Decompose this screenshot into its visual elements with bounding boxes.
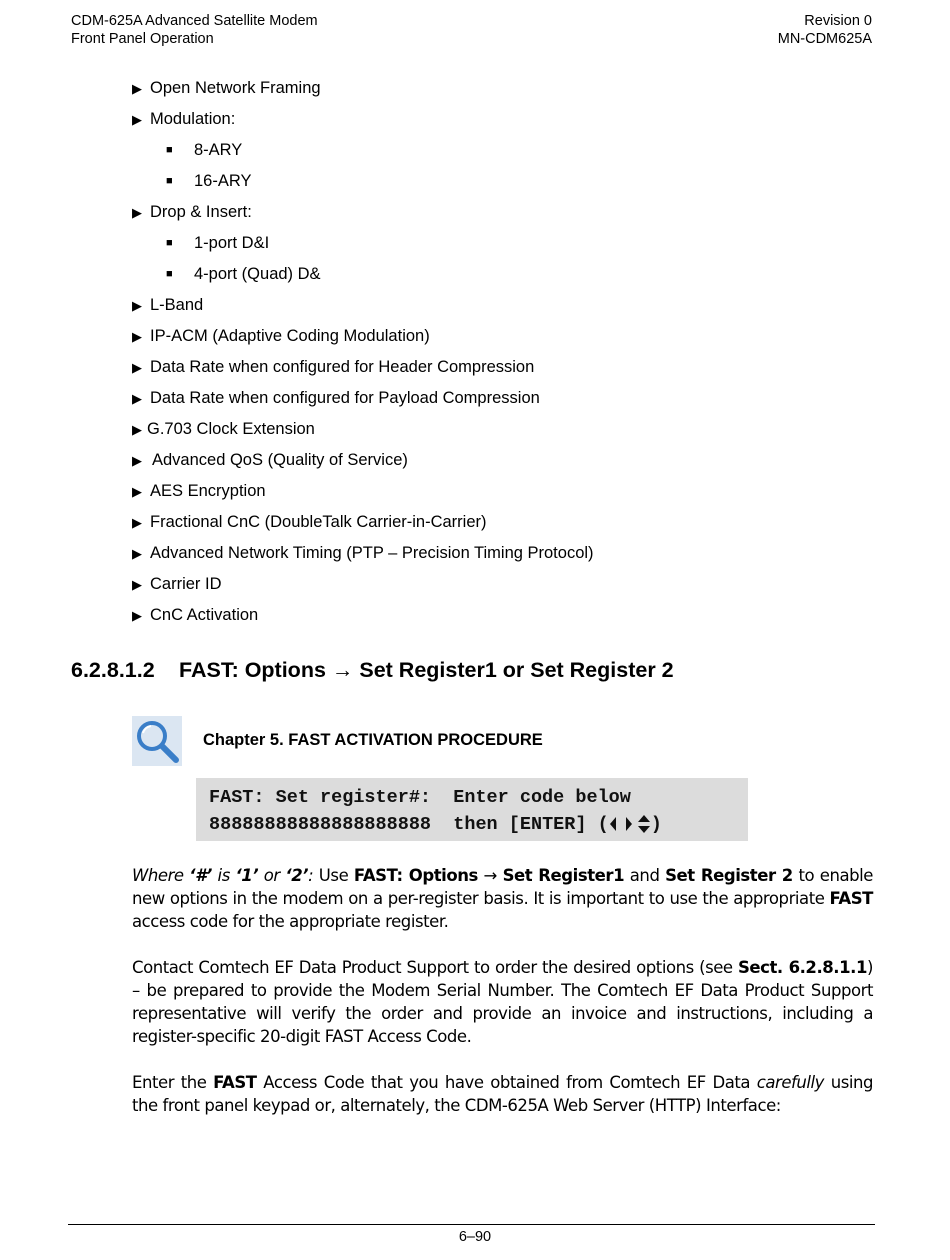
section-heading bbox=[71, 658, 871, 683]
triangle-bullet-icon: ▶ bbox=[132, 484, 142, 499]
section-title: FAST: Options → Set Register1 or Set Register 2 bbox=[179, 658, 674, 682]
list-item: ▶ Drop & Insert: bbox=[132, 203, 252, 221]
triangle-bullet-icon: ▶ bbox=[132, 112, 142, 127]
chapter-reference: Chapter 5. FAST ACTIVATION PROCEDURE bbox=[203, 731, 543, 749]
sub-list-item: ■ 1-port D&I bbox=[166, 234, 270, 252]
list-item: ▶ CnC Activation bbox=[132, 606, 259, 624]
arrow-keys-icon bbox=[609, 814, 651, 834]
square-bullet-icon: ■ bbox=[166, 144, 173, 156]
lcd-display bbox=[196, 778, 748, 841]
lcd-code: 88888888888888888888 bbox=[209, 814, 432, 835]
list-item: ▶ AES Encryption bbox=[132, 482, 266, 500]
square-bullet-icon: ■ bbox=[166, 268, 173, 280]
triangle-bullet-icon: ▶ bbox=[132, 608, 142, 623]
footer-divider bbox=[68, 1224, 875, 1225]
lcd-line-2 bbox=[209, 811, 748, 838]
list-item: ▶ L-Band bbox=[132, 296, 204, 314]
triangle-bullet-icon: ▶ bbox=[132, 360, 142, 375]
document-subtitle: Front Panel Operation bbox=[71, 31, 214, 47]
triangle-bullet-icon: ▶ bbox=[132, 453, 142, 468]
section-link: Sect. 6.2.8.1.1 bbox=[737, 958, 867, 977]
list-item: ▶ G.703 Clock Extension bbox=[132, 420, 315, 438]
triangle-bullet-icon: ▶ bbox=[132, 391, 142, 406]
running-header-left bbox=[71, 12, 318, 48]
sub-list-item: ■ 8-ARY bbox=[166, 141, 243, 159]
triangle-bullet-icon: ▶ bbox=[132, 515, 142, 530]
sub-list-item: ■ 16-ARY bbox=[166, 172, 252, 190]
triangle-bullet-icon: ▶ bbox=[132, 329, 142, 344]
section-number: 6.2.8.1.2 bbox=[71, 658, 155, 682]
magnifier-icon bbox=[132, 716, 182, 766]
list-item: ▶ Data Rate when configured for Header Compression bbox=[132, 358, 535, 376]
document-title: CDM-625A Advanced Satellite Modem bbox=[71, 13, 318, 29]
sub-list-item: ■ 4-port (Quad) D& bbox=[166, 265, 321, 283]
lcd-instruction: then [ENTER] ( bbox=[431, 814, 609, 835]
square-bullet-icon: ■ bbox=[166, 175, 173, 187]
fast-options-list bbox=[132, 78, 832, 636]
list-item: ▶ Modulation: bbox=[132, 110, 236, 128]
triangle-bullet-icon: ▶ bbox=[132, 546, 142, 561]
triangle-bullet-icon: ▶ bbox=[132, 81, 142, 96]
paragraph-enter-code: Enter the FAST Access Code that you have obtained from Comtech EF Data carefully using the front panel keypad or, alternately, the CDM-625A Web Server (HTTP) Interface: bbox=[132, 1073, 874, 1115]
list-item: ▶ Advanced QoS (Quality of Service) bbox=[132, 451, 408, 469]
list-item: ▶ Carrier ID bbox=[132, 575, 222, 593]
document-number: MN-CDM625A bbox=[777, 31, 872, 47]
square-bullet-icon: ■ bbox=[166, 237, 173, 249]
list-item: ▶ Data Rate when configured for Payload Compression bbox=[132, 389, 540, 407]
triangle-bullet-icon: ▶ bbox=[132, 577, 142, 592]
revision-label: Revision 0 bbox=[804, 13, 872, 29]
running-header-right bbox=[778, 12, 872, 48]
triangle-bullet-icon: ▶ bbox=[132, 205, 142, 220]
triangle-bullet-icon: ▶ bbox=[132, 298, 142, 313]
lcd-line-1: FAST: Set register#: Enter code below bbox=[209, 787, 631, 808]
triangle-bullet-icon: ▶ bbox=[132, 422, 142, 437]
paragraph-contact: Contact Comtech EF Data Product Support to order the desired options (see Sect. 6.2.8.1.1) – be prepared to provide the Modem Serial Number. The Comtech EF Data Product Support representative will verify the order and provide an invoice and instructions, including a register-specific 20-digit FAST Access Code. bbox=[132, 958, 873, 1046]
lcd-close-paren: ) bbox=[650, 814, 662, 835]
list-item: ▶ Open Network Framing bbox=[132, 79, 321, 97]
paragraph-where: Where ‘#’ is ‘1’ or ‘2’: Use FAST: Options → Set Register1 and Set Register 2 to enable new options in the modem on a per-register basis. It is important to use the appropriate FAST access code for the appropriate register. bbox=[132, 866, 873, 931]
list-item: ▶ Advanced Network Timing (PTP – Precision Timing Protocol) bbox=[132, 544, 594, 562]
page-number: 6–90 bbox=[458, 1229, 492, 1245]
list-item: ▶ IP-ACM (Adaptive Coding Modulation) bbox=[132, 327, 430, 345]
list-item: ▶ Fractional CnC (DoubleTalk Carrier-in-Carrier) bbox=[132, 513, 487, 531]
